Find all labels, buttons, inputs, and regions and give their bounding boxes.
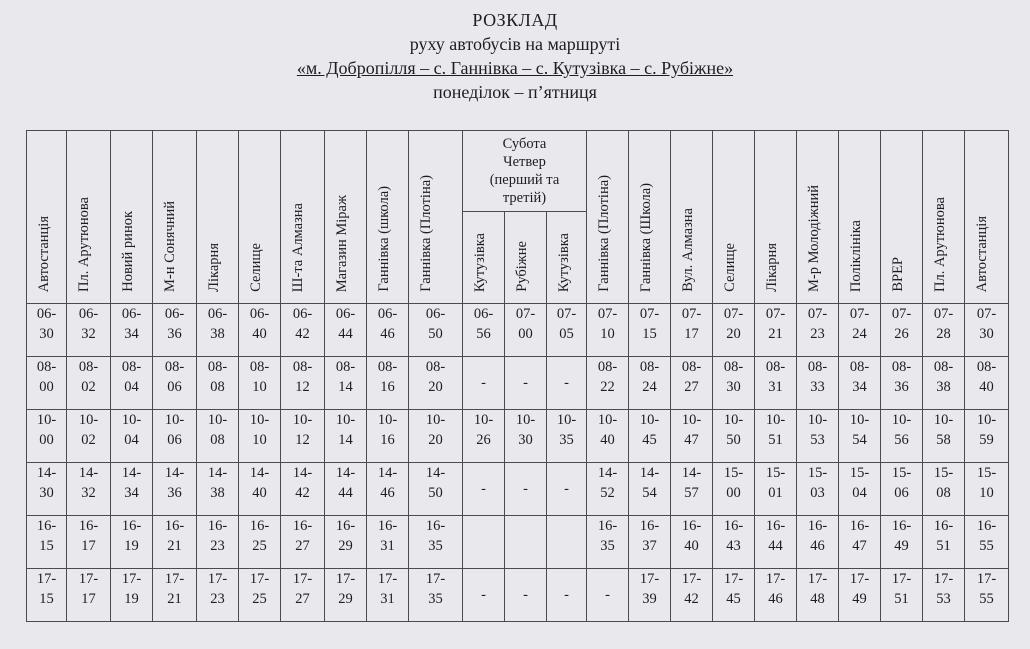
time-cell: 10- 35 — [547, 410, 587, 463]
stop-header — [111, 131, 153, 304]
stop-header — [881, 131, 923, 304]
time-cell: 17- 15 — [27, 569, 67, 622]
time-cell: 16- 35 — [409, 516, 463, 569]
time-cell: 07- 23 — [797, 304, 839, 357]
table-row — [27, 516, 1009, 569]
stop-header — [671, 131, 713, 304]
stop-header — [409, 131, 463, 304]
column-label: Ганнівка (Плотіна) — [418, 175, 434, 292]
time-cell: 08- 12 — [281, 357, 325, 410]
time-cell: 10- 00 — [27, 410, 67, 463]
time-cell: 15- 04 — [839, 463, 881, 516]
time-cell: 07- 26 — [881, 304, 923, 357]
table-header-row — [27, 131, 1009, 212]
time-cell: 10- 45 — [629, 410, 671, 463]
time-cell: 14- 52 — [587, 463, 629, 516]
column-label: Вул. Алмазна — [680, 208, 696, 292]
time-cell: 06- 42 — [281, 304, 325, 357]
time-cell: 07- 20 — [713, 304, 755, 357]
time-cell: 06- 40 — [239, 304, 281, 357]
column-label: Автостанція — [974, 215, 990, 292]
time-cell: 14- 36 — [153, 463, 197, 516]
time-cell: 07- 24 — [839, 304, 881, 357]
stop-header — [27, 131, 67, 304]
time-cell: 16- 46 — [797, 516, 839, 569]
time-cell: 07- 05 — [547, 304, 587, 357]
schedule-subtitle: руху автобусів на маршруті — [409, 34, 621, 54]
column-label: Пл. Арутюнова — [76, 196, 92, 292]
time-cell: 10- 30 — [505, 410, 547, 463]
stop-header — [965, 131, 1009, 304]
time-cell: 07- 28 — [923, 304, 965, 357]
time-cell: 10- 51 — [755, 410, 797, 463]
time-cell: 06- 38 — [197, 304, 239, 357]
column-label: Селище — [248, 243, 264, 292]
time-cell: 08- 10 — [239, 357, 281, 410]
time-cell: - — [547, 463, 587, 516]
column-label: М-р Молодіжний — [806, 185, 822, 292]
column-label: Пл. Арутюнова — [932, 196, 948, 292]
time-cell: 14- 34 — [111, 463, 153, 516]
stop-header — [281, 131, 325, 304]
time-cell: 17- 21 — [153, 569, 197, 622]
stop-header — [713, 131, 755, 304]
time-cell: 15- 10 — [965, 463, 1009, 516]
column-label: Рубіжне — [514, 241, 530, 292]
time-cell: 17- 35 — [409, 569, 463, 622]
time-cell: 15- 00 — [713, 463, 755, 516]
time-cell: 10- 47 — [671, 410, 713, 463]
table-body — [27, 304, 1009, 622]
time-cell: 10- 08 — [197, 410, 239, 463]
time-cell: - — [505, 569, 547, 622]
time-cell: 06- 32 — [67, 304, 111, 357]
time-cell: 16- 35 — [587, 516, 629, 569]
time-cell: 10- 50 — [713, 410, 755, 463]
time-cell: 08- 30 — [713, 357, 755, 410]
time-cell: 17- 53 — [923, 569, 965, 622]
time-cell: 08- 38 — [923, 357, 965, 410]
time-cell: 08- 40 — [965, 357, 1009, 410]
stop-header — [325, 131, 367, 304]
time-cell: - — [505, 357, 547, 410]
time-cell: 16- 21 — [153, 516, 197, 569]
time-cell: 16- 27 — [281, 516, 325, 569]
time-cell: 10- 14 — [325, 410, 367, 463]
time-cell: 17- 49 — [839, 569, 881, 622]
time-cell: 10- 04 — [111, 410, 153, 463]
time-cell: 10- 02 — [67, 410, 111, 463]
time-cell: 14- 42 — [281, 463, 325, 516]
schedule-header — [0, 8, 1030, 104]
time-cell: 08- 20 — [409, 357, 463, 410]
time-cell: 17- 42 — [671, 569, 713, 622]
column-label: Лікарня — [206, 243, 222, 292]
group-header-line: (перший та — [489, 172, 560, 189]
time-cell: 06- 44 — [325, 304, 367, 357]
time-cell — [463, 516, 505, 569]
time-cell: 10- 53 — [797, 410, 839, 463]
time-cell: 17- 55 — [965, 569, 1009, 622]
time-cell — [547, 516, 587, 569]
time-cell: 14- 32 — [67, 463, 111, 516]
time-cell: 08- 34 — [839, 357, 881, 410]
table-row — [27, 304, 1009, 357]
time-cell: 07- 17 — [671, 304, 713, 357]
table-row — [27, 410, 1009, 463]
time-cell: 08- 08 — [197, 357, 239, 410]
time-cell: 14- 46 — [367, 463, 409, 516]
time-cell: 14- 44 — [325, 463, 367, 516]
route-name: «м. Добропілля – с. Ганнівка – с. Кутузівка – с. Рубіжне» — [296, 58, 734, 78]
time-cell: 17- 31 — [367, 569, 409, 622]
column-label: Ганнівка (школа) — [376, 186, 392, 292]
time-cell: 17- 23 — [197, 569, 239, 622]
schedule-table — [26, 130, 1009, 622]
schedule-days: понеділок – п’ятниця — [433, 82, 597, 102]
time-cell: 16- 23 — [197, 516, 239, 569]
time-cell: 16- 51 — [923, 516, 965, 569]
column-label: Новий ринок — [120, 211, 136, 292]
column-label: Автостанція — [36, 215, 52, 292]
time-cell: 07- 15 — [629, 304, 671, 357]
time-cell: 08- 27 — [671, 357, 713, 410]
time-cell: 15- 06 — [881, 463, 923, 516]
time-cell: 14- 40 — [239, 463, 281, 516]
stop-header — [547, 212, 587, 304]
time-cell: 10- 54 — [839, 410, 881, 463]
time-cell: 16- 49 — [881, 516, 923, 569]
time-cell: 16- 29 — [325, 516, 367, 569]
time-cell: 08- 04 — [111, 357, 153, 410]
column-label: Магазин Міраж — [334, 194, 350, 292]
time-cell: 15- 08 — [923, 463, 965, 516]
time-cell: 16- 17 — [67, 516, 111, 569]
stop-header — [239, 131, 281, 304]
time-cell: 08- 22 — [587, 357, 629, 410]
column-label: Ш-та Алмазна — [290, 202, 306, 292]
stop-header — [463, 212, 505, 304]
time-cell: 08- 02 — [67, 357, 111, 410]
time-cell: 06- 46 — [367, 304, 409, 357]
table-row — [27, 569, 1009, 622]
time-cell: - — [587, 569, 629, 622]
time-cell: 14- 54 — [629, 463, 671, 516]
time-cell: 07- 30 — [965, 304, 1009, 357]
time-cell: 06- 50 — [409, 304, 463, 357]
stop-header — [797, 131, 839, 304]
stop-header — [197, 131, 239, 304]
stop-header — [923, 131, 965, 304]
time-cell: 08- 14 — [325, 357, 367, 410]
time-cell: 16- 44 — [755, 516, 797, 569]
time-cell: 17- 48 — [797, 569, 839, 622]
time-cell: 08- 00 — [27, 357, 67, 410]
time-cell: 16- 25 — [239, 516, 281, 569]
stop-header — [755, 131, 797, 304]
time-cell: 17- 46 — [755, 569, 797, 622]
time-cell: - — [547, 357, 587, 410]
time-cell: 10- 58 — [923, 410, 965, 463]
time-cell: 10- 26 — [463, 410, 505, 463]
time-cell: 08- 16 — [367, 357, 409, 410]
time-cell: 17- 39 — [629, 569, 671, 622]
time-cell: 15- 01 — [755, 463, 797, 516]
stop-header — [153, 131, 197, 304]
group-header-line: Субота — [502, 136, 547, 153]
stop-header — [367, 131, 409, 304]
time-cell: 15- 03 — [797, 463, 839, 516]
time-cell: 08- 31 — [755, 357, 797, 410]
stop-header — [67, 131, 111, 304]
time-cell: 16- 47 — [839, 516, 881, 569]
group-header-saturday-thursday — [463, 131, 587, 212]
time-cell: 08- 06 — [153, 357, 197, 410]
column-label: Ганнівка (Плотіна) — [596, 175, 612, 292]
time-cell: 10- 12 — [281, 410, 325, 463]
time-cell: 10- 16 — [367, 410, 409, 463]
time-cell: 14- 50 — [409, 463, 463, 516]
time-cell: 16- 43 — [713, 516, 755, 569]
table-row — [27, 357, 1009, 410]
time-cell: 06- 36 — [153, 304, 197, 357]
time-cell: 17- 29 — [325, 569, 367, 622]
time-cell — [505, 516, 547, 569]
column-label: Селище — [722, 243, 738, 292]
time-cell: 16- 37 — [629, 516, 671, 569]
time-cell: 10- 40 — [587, 410, 629, 463]
stop-header — [629, 131, 671, 304]
time-cell: 06- 30 — [27, 304, 67, 357]
column-label: Кутузівка — [472, 232, 488, 292]
column-label: Ганнівка (Школа) — [638, 182, 654, 292]
time-cell: 10- 06 — [153, 410, 197, 463]
time-cell: 10- 59 — [965, 410, 1009, 463]
column-label: Кутузівка — [556, 232, 572, 292]
time-cell: 17- 45 — [713, 569, 755, 622]
stop-header — [839, 131, 881, 304]
time-cell: 07- 21 — [755, 304, 797, 357]
time-cell: 06- 34 — [111, 304, 153, 357]
time-cell: 16- 19 — [111, 516, 153, 569]
column-label: Лікарня — [764, 243, 780, 292]
group-header-line: Четвер — [503, 154, 546, 171]
time-cell: - — [547, 569, 587, 622]
time-cell: 10- 56 — [881, 410, 923, 463]
stop-header — [505, 212, 547, 304]
time-cell: 17- 51 — [881, 569, 923, 622]
time-cell: 08- 36 — [881, 357, 923, 410]
column-label: Поліклініка — [848, 219, 864, 292]
column-label: М-н Сонячний — [162, 200, 178, 292]
time-cell: 17- 17 — [67, 569, 111, 622]
time-cell: 17- 19 — [111, 569, 153, 622]
time-cell: 14- 30 — [27, 463, 67, 516]
time-cell: 07- 00 — [505, 304, 547, 357]
time-cell: 07- 10 — [587, 304, 629, 357]
time-cell: 06- 56 — [463, 304, 505, 357]
time-cell: 16- 31 — [367, 516, 409, 569]
time-cell: 14- 38 — [197, 463, 239, 516]
time-cell: 10- 10 — [239, 410, 281, 463]
time-cell: 14- 57 — [671, 463, 713, 516]
table-row — [27, 463, 1009, 516]
time-cell: - — [505, 463, 547, 516]
time-cell: - — [463, 357, 505, 410]
time-cell: 08- 33 — [797, 357, 839, 410]
time-cell: 16- 40 — [671, 516, 713, 569]
time-cell: - — [463, 463, 505, 516]
time-cell: 16- 15 — [27, 516, 67, 569]
group-header-line: третій) — [502, 190, 547, 207]
column-label: ВРЕР — [890, 257, 906, 292]
time-cell: 16- 55 — [965, 516, 1009, 569]
stop-header — [587, 131, 629, 304]
time-cell: 10- 20 — [409, 410, 463, 463]
time-cell: 08- 24 — [629, 357, 671, 410]
time-cell: - — [463, 569, 505, 622]
time-cell: 17- 27 — [281, 569, 325, 622]
time-cell: 17- 25 — [239, 569, 281, 622]
schedule-title: РОЗКЛАД — [472, 10, 558, 30]
